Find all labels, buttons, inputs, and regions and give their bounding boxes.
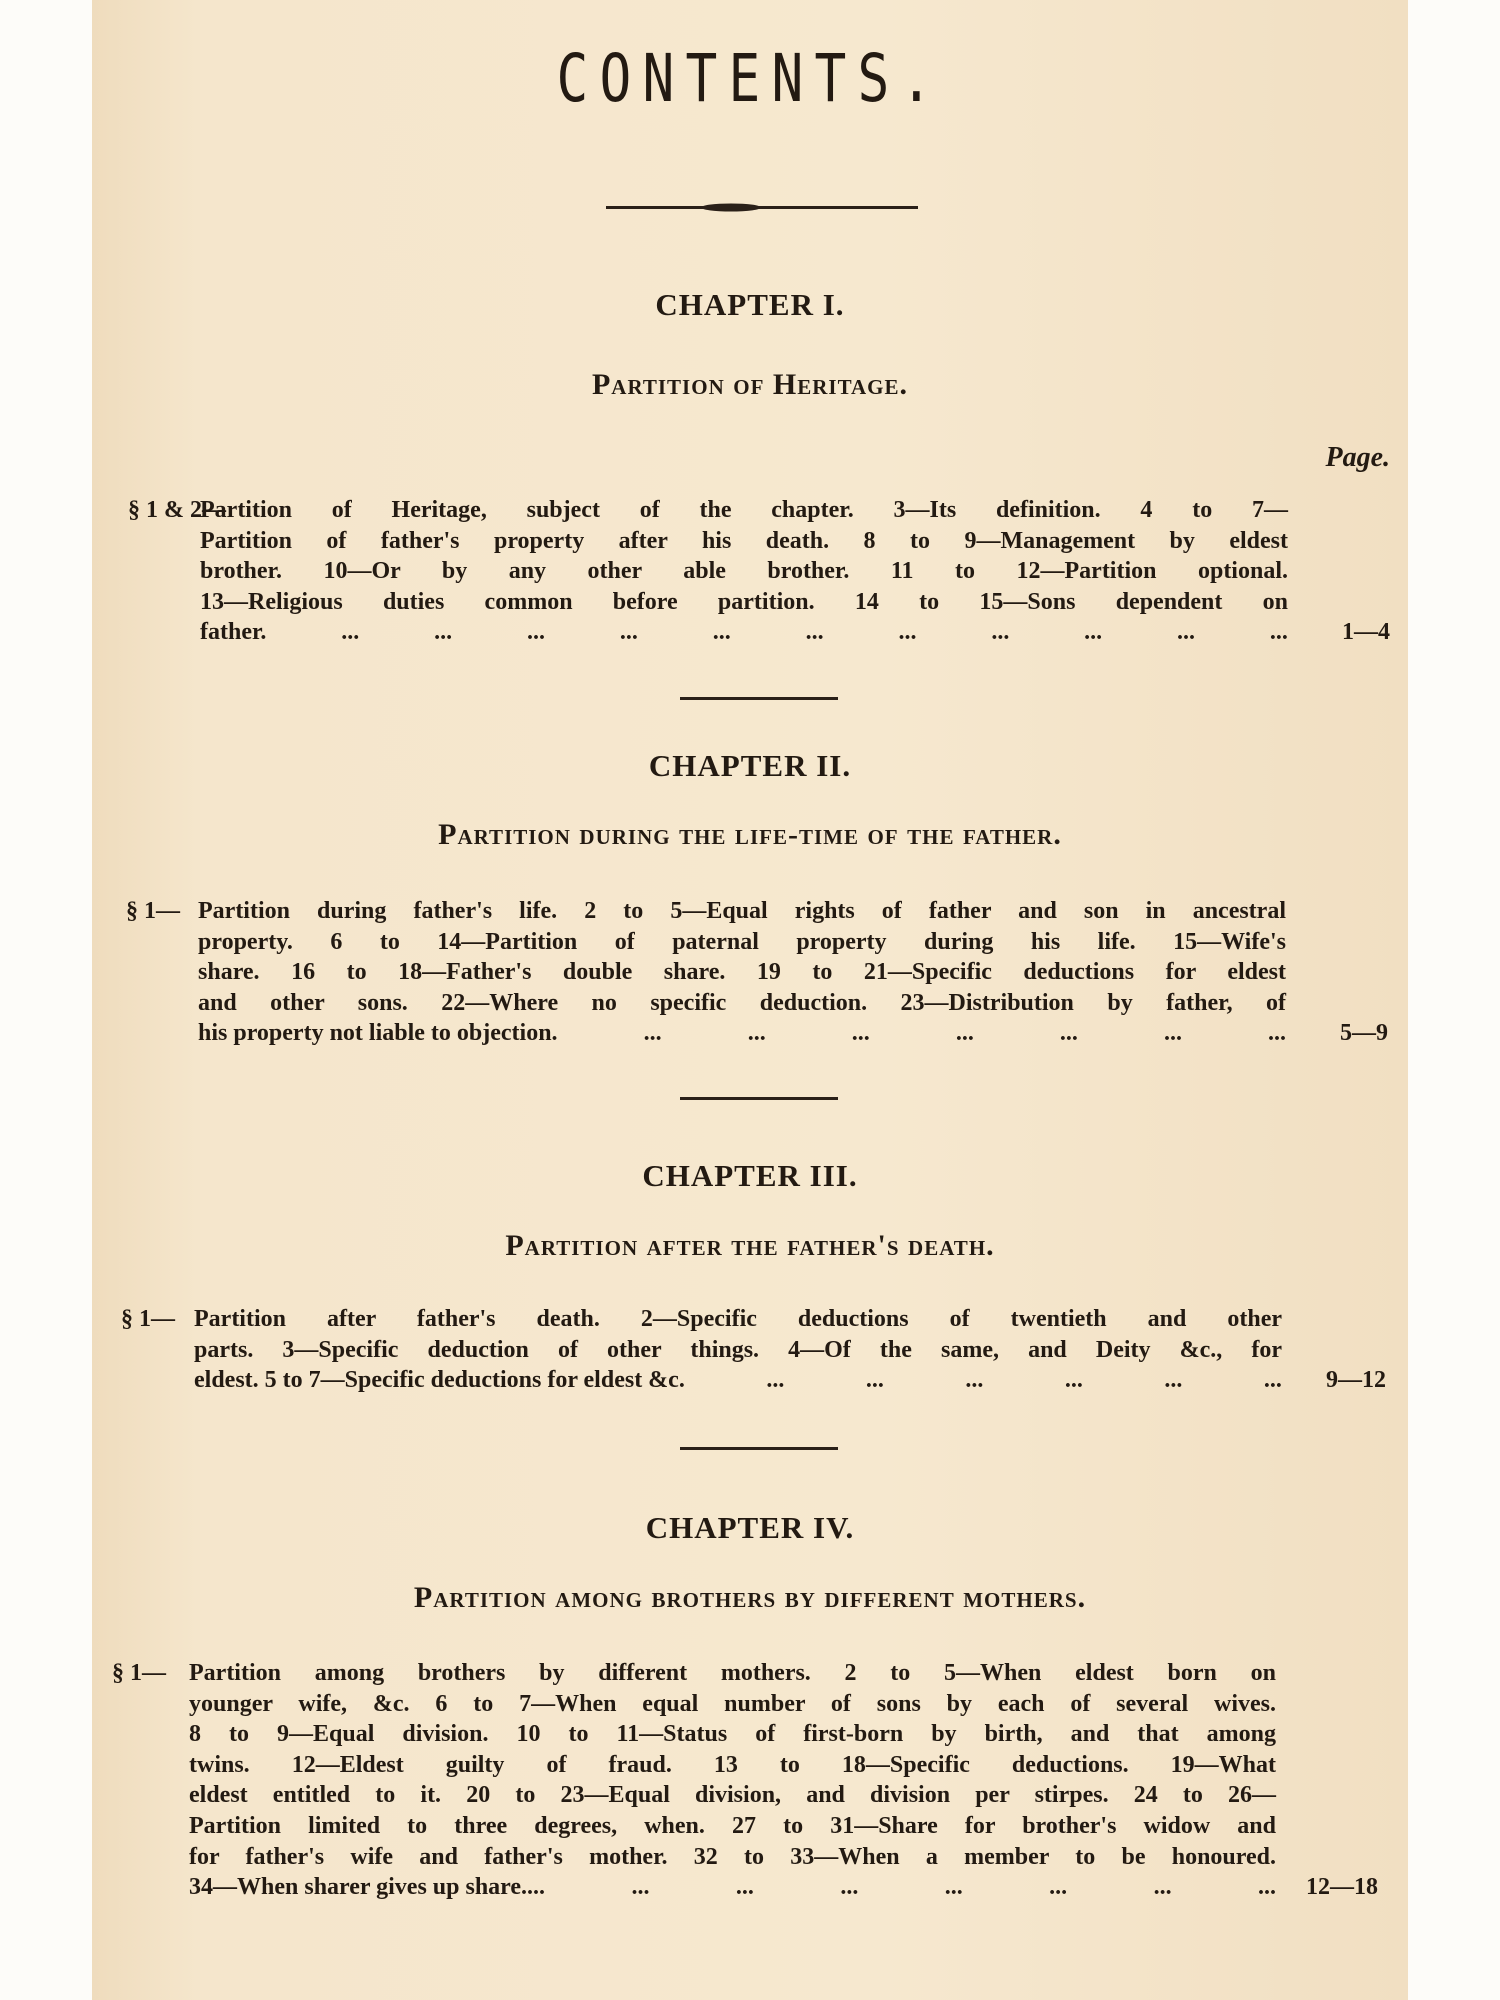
dot-leader: ...: [898, 619, 917, 646]
summary-text: father.: [200, 619, 267, 646]
section-divider: [680, 697, 838, 700]
summary-line: Partition of Heritage, subject of the chapter. 3—Its definition. 4 to 7—: [200, 497, 1288, 523]
section-mark: § 1 & 2—: [128, 497, 226, 523]
summary-line: parts. 3—Specific deduction of other things. 4—Of the same, and Deity &c., for: [194, 1336, 1282, 1363]
dot-leader: ...: [1258, 1874, 1276, 1901]
section-mark: § 1—: [121, 1306, 175, 1332]
page-title: CONTENTS.: [556, 40, 944, 117]
dot-leader: ...: [1153, 1874, 1172, 1901]
dot-leader: ...: [766, 1367, 785, 1394]
dot-leader: ...: [840, 1874, 859, 1901]
dot-leader: ...: [1164, 1367, 1183, 1394]
page-range: 9—12: [1326, 1367, 1386, 1394]
summary-line: [189, 1872, 1276, 1903]
dot-leader: ...: [965, 1367, 984, 1394]
dot-leader: ...: [955, 1020, 974, 1047]
summary-line: 8 to 9—Equal division. 10 to 11—Status of first-born by birth, and that among: [189, 1721, 1276, 1748]
summary-line: younger wife, &c. 6 to 7—When equal number of sons by each of several wives.: [189, 1690, 1276, 1717]
summary-line: [194, 1365, 1282, 1396]
summary-line: [198, 1018, 1286, 1049]
page-range: 1—4: [1342, 619, 1390, 646]
section-mark: § 1—: [126, 898, 180, 924]
summary-line: brother. 10—Or by any other able brother. 11 to 12—Partition optional.: [200, 558, 1288, 585]
dot-leader: ...: [527, 619, 546, 646]
chapter-heading: CHAPTER II.: [648, 748, 852, 783]
section-divider: [680, 1447, 838, 1450]
dot-leader: ...: [1263, 1367, 1282, 1394]
dot-leader: ...: [805, 619, 824, 646]
section-mark: § 1—: [112, 1660, 166, 1686]
summary-line: Partition among brothers by different mothers. 2 to 5—When eldest born on: [189, 1660, 1276, 1686]
dot-leader: ...: [747, 1020, 766, 1047]
summary-line: 13—Religious duties common before partition. 14 to 15—Sons dependent on: [200, 588, 1288, 615]
summary-text: eldest. 5 to 7—Specific deductions for eldest &c.: [194, 1367, 685, 1394]
chapter-subtitle: Partition of Heritage.: [591, 368, 909, 401]
chapter-summary: [126, 896, 1286, 1049]
dot-leader: ...: [851, 1020, 870, 1047]
summary-line: share. 16 to 18—Father's double share. 19 to 21—Specific deductions for eldest: [198, 959, 1286, 986]
dot-leader: ...: [712, 619, 731, 646]
dot-leader: ...: [631, 1874, 650, 1901]
dot-leader: ...: [1269, 619, 1288, 646]
dot-leader: ...: [865, 1367, 884, 1394]
dot-leader: ...: [643, 1020, 662, 1047]
page-range: 12—18: [1306, 1874, 1378, 1901]
chapter-summary: [112, 1658, 1276, 1903]
dot-leader: ...: [619, 619, 638, 646]
chapter-subtitle: Partition among brothers by different mothers.: [413, 1581, 1087, 1614]
dot-leader: ...: [1177, 619, 1196, 646]
dot-leader: ...: [341, 619, 360, 646]
summary-line: [200, 617, 1288, 648]
summary-line: eldest entitled to it. 20 to 23—Equal division, and division per stirpes. 24 to 26—: [189, 1782, 1276, 1809]
chapter-subtitle: Partition during the life-time of the father.: [438, 818, 1062, 851]
summary-line: for father's wife and father's mother. 32 to 33—When a member to be honoured.: [189, 1843, 1276, 1870]
chapter-heading: CHAPTER IV.: [645, 1510, 855, 1545]
dot-leader: ...: [944, 1874, 963, 1901]
title-ornament: [606, 203, 918, 213]
chapter-heading: CHAPTER III.: [642, 1158, 858, 1193]
chapter-summary: [128, 495, 1288, 648]
dot-leader: ...: [1059, 1020, 1078, 1047]
dot-leader: ...: [991, 619, 1010, 646]
dot-leader: ...: [1064, 1367, 1083, 1394]
chapter-subtitle: Partition after the father's death.: [505, 1229, 995, 1262]
summary-line: and other sons. 22—Where no specific deduction. 23—Distribution by father, of: [198, 989, 1286, 1016]
dot-leader: ...: [735, 1874, 754, 1901]
chapter-heading: CHAPTER I.: [655, 287, 845, 322]
summary-line: twins. 12—Eldest guilty of fraud. 13 to 18—Specific deductions. 19—What: [189, 1751, 1276, 1778]
summary-text: his property not liable to objection.: [198, 1020, 558, 1047]
summary-line: Partition limited to three degrees, when. 27 to 31—Share for brother's widow and: [189, 1812, 1276, 1839]
page-column-label: Page.: [1325, 442, 1390, 473]
summary-line: Partition after father's death. 2—Specific deductions of twentieth and other: [194, 1306, 1282, 1332]
dot-leader: ...: [1084, 619, 1103, 646]
chapter-summary: [121, 1304, 1282, 1396]
summary-line: Partition during father's life. 2 to 5—Equal rights of father and son in ancestral: [198, 898, 1286, 924]
dot-leader: ...: [1268, 1020, 1286, 1047]
summary-text: 34—When sharer gives up share....: [189, 1874, 546, 1901]
page-range: 5—9: [1340, 1020, 1388, 1047]
section-divider: [680, 1097, 838, 1100]
dot-leader: ...: [434, 619, 453, 646]
summary-line: Partition of father's property after his death. 8 to 9—Management by eldest: [200, 527, 1288, 554]
dot-leader: ...: [1163, 1020, 1182, 1047]
summary-line: property. 6 to 14—Partition of paternal property during his life. 15—Wife's: [198, 928, 1286, 955]
dot-leader: ...: [1049, 1874, 1068, 1901]
